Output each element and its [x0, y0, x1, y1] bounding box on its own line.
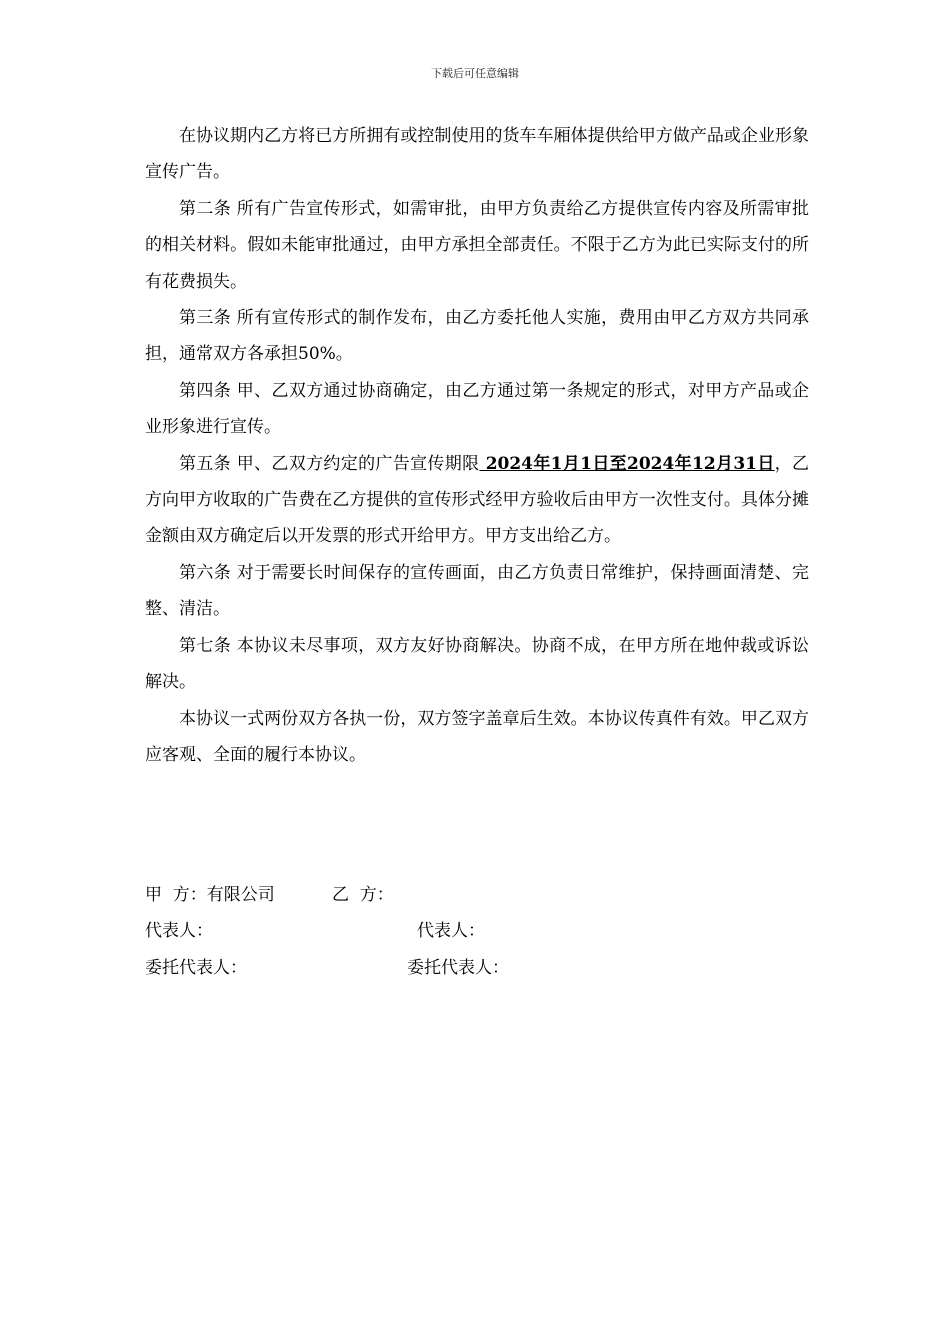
- agreement-body: [145, 118, 809, 773]
- clause-closing: 本协议一式两份双方各执一份，双方签字盖章后生效。本协议传真件有效。甲乙双方应客观、全面的履行本协议。: [145, 708, 809, 765]
- rep-a-label: 代表人：: [145, 921, 213, 941]
- header-note: 下载后可任意编辑: [431, 67, 519, 80]
- clause-article-4: 第四条 甲、乙双方通过协商确定，由乙方通过第一条规定的形式，对甲方产品或企业形象进行宣传。: [145, 380, 809, 438]
- clause-article-3: 第三条 所有宣传形式的制作发布，由乙方委托他人实施，费用由甲乙方双方共同承担，通常双方各承担50%。: [145, 308, 809, 365]
- agent-a-label: 委托代表人：: [145, 958, 247, 978]
- clause-article-6: 第六条 对于需要长时间保存的宣传画面，由乙方负责日常维护，保持画面清楚、完整、清洁。: [145, 562, 809, 620]
- article-5-prefix: 第五条 甲、乙双方约定的广告宣传期限: [179, 453, 480, 474]
- clause-article-7: 第七条 本协议未尽事项，双方友好协商解决。协商不成，在甲方所在地仲裁或诉讼解决。: [145, 635, 809, 693]
- signature-row-representatives: [145, 913, 705, 949]
- advertising-period: 2024年1月1日至2024年12月31日: [479, 453, 775, 474]
- agent-b-label: 委托代表人：: [407, 958, 509, 978]
- party-a-label: 甲 方：有限公司: [145, 885, 275, 905]
- clause-article-5: [145, 446, 809, 555]
- rep-b-label: 代表人：: [417, 921, 485, 941]
- article-5-suffix: ，乙方向甲方收取的广告费在乙方提供的宣传形式经甲方验收后由甲方一次性支付。具体分摊金额由双方确定后以开发票的形式开给甲方。甲方支出给乙方。: [145, 453, 809, 547]
- signature-row-agents: [145, 950, 705, 986]
- signature-row-parties: [145, 877, 705, 913]
- clause-intro: 在协议期内乙方将已方所拥有或控制使用的货车车厢体提供给甲方做产品或企业形象宣传广告。: [145, 126, 809, 183]
- party-b-label: 乙 方：: [332, 885, 394, 905]
- clause-article-2: 第二条 所有广告宣传形式，如需审批，由甲方负责给乙方提供宣传内容及所需审批的相关材料。假如未能审批通过，由甲方承担全部责任。不限于乙方为此已实际支付的所有花费损失。: [145, 198, 809, 292]
